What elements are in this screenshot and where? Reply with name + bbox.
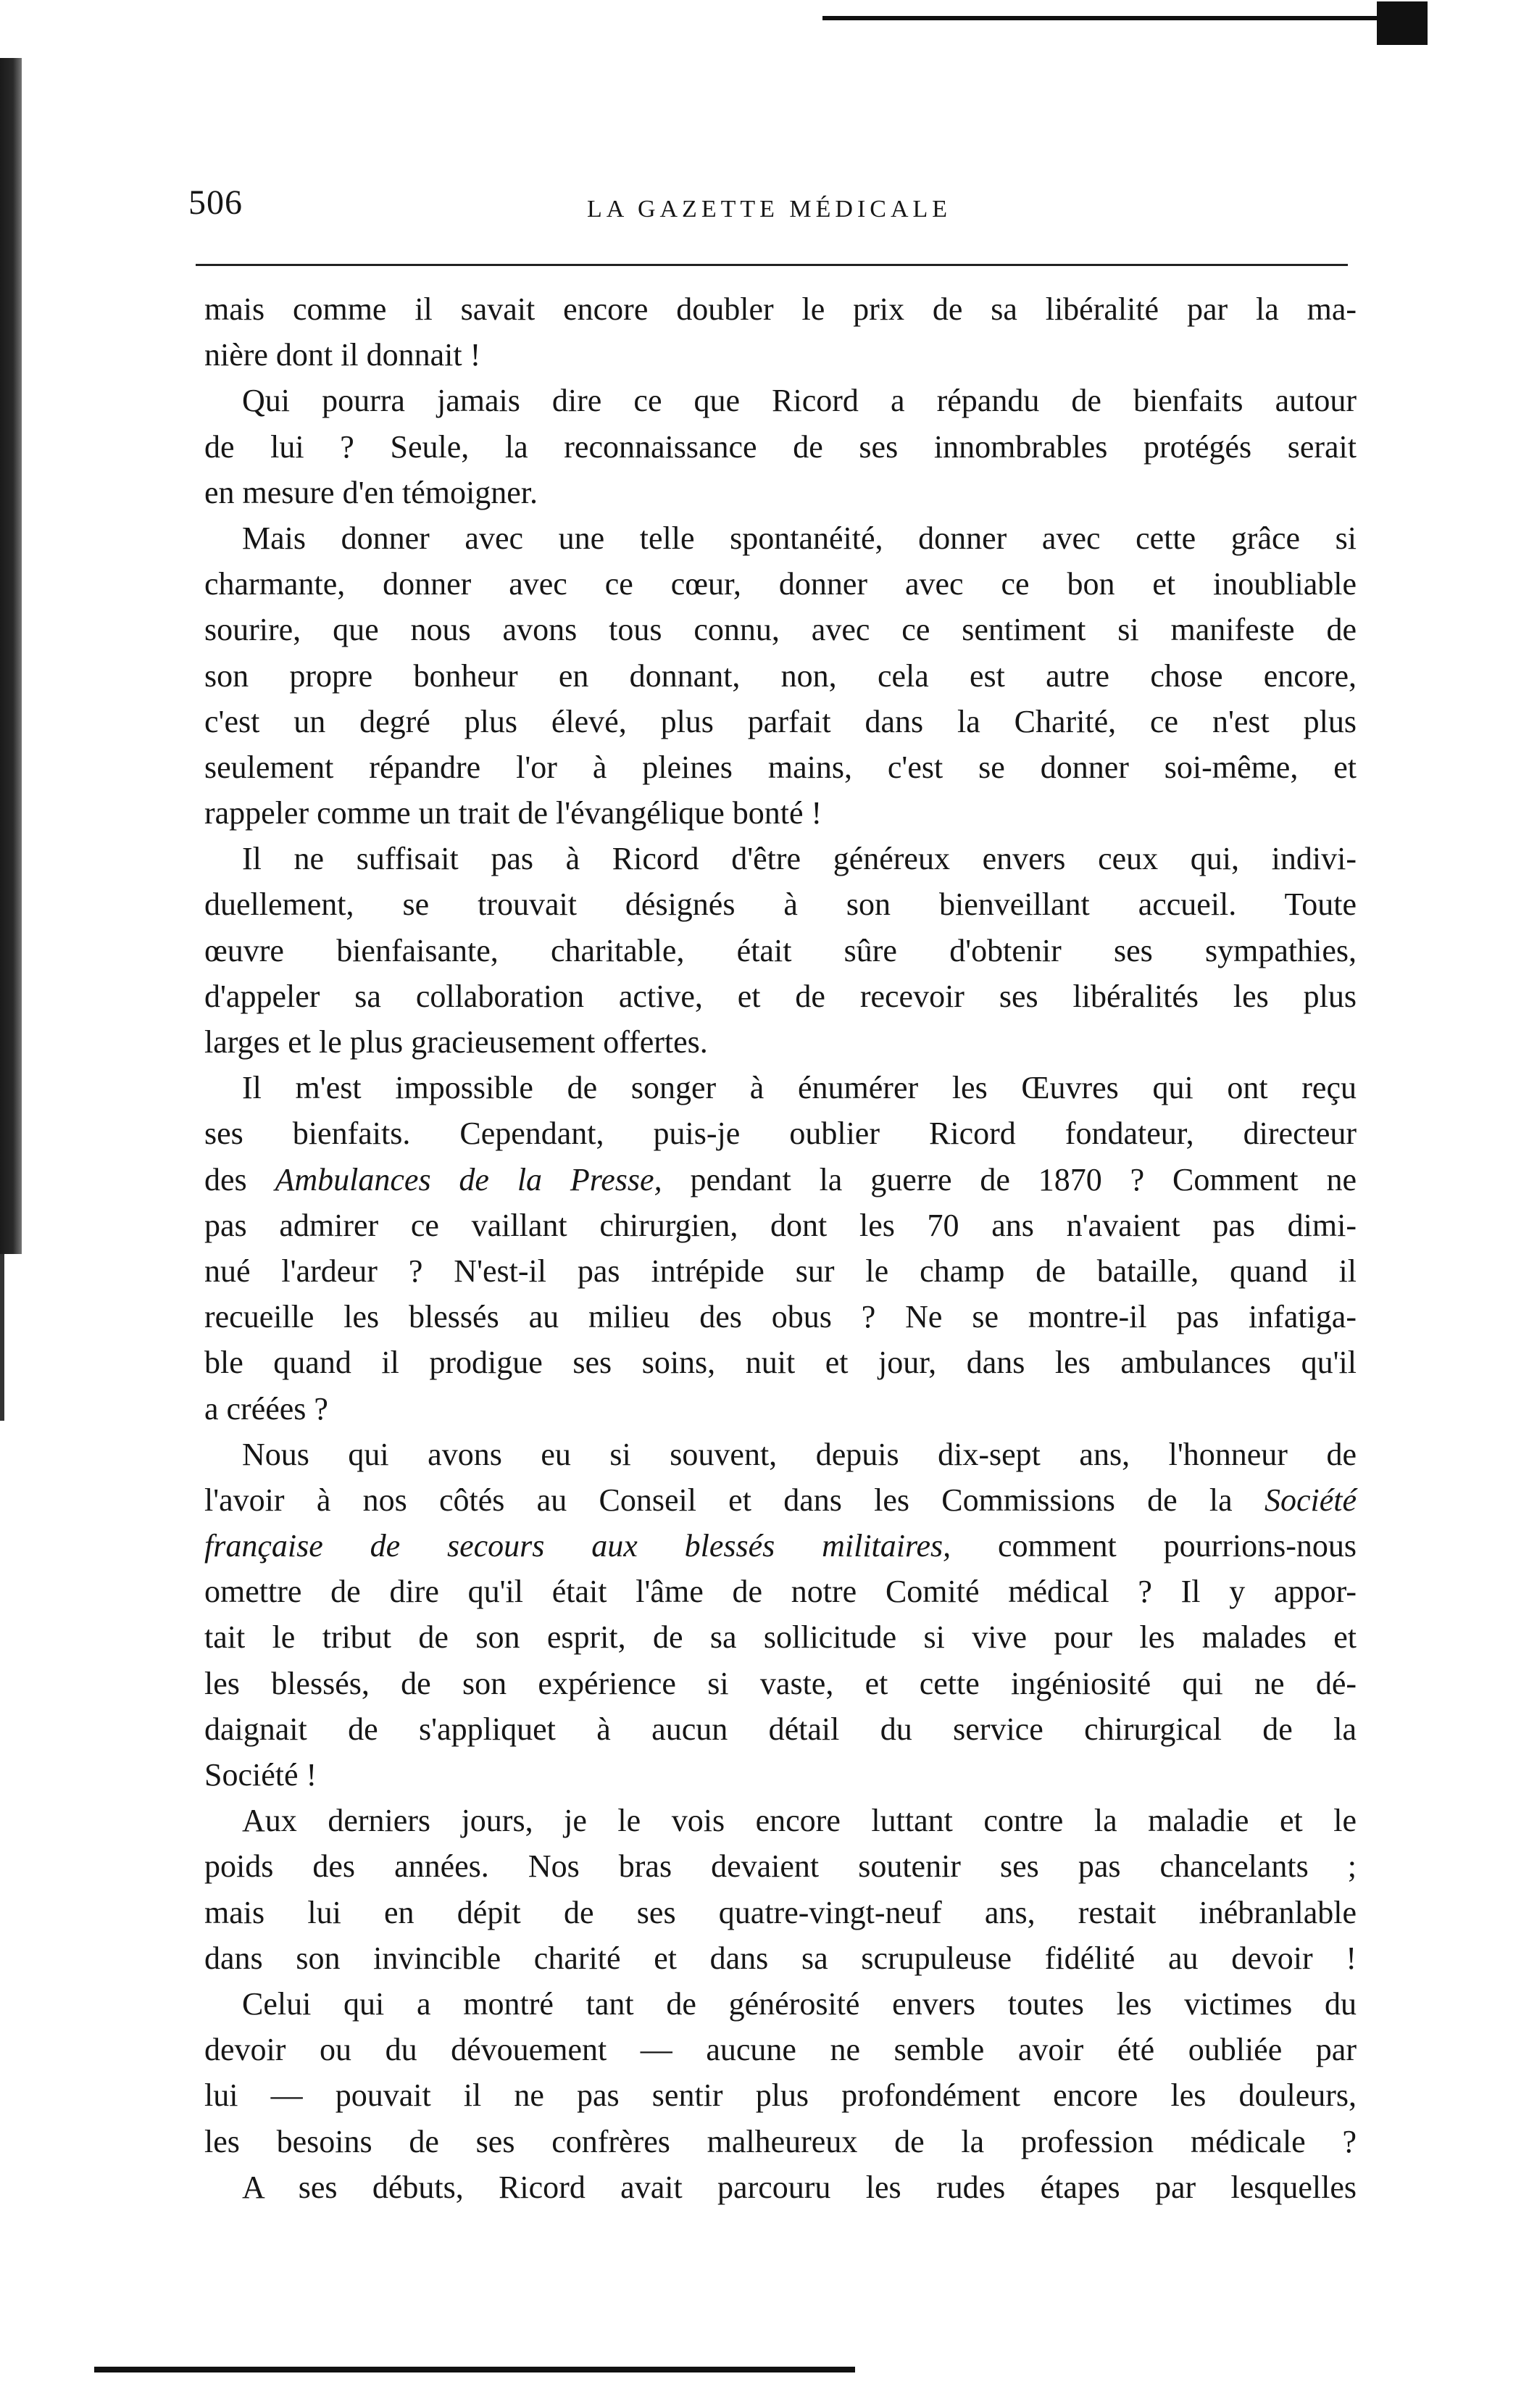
left-binding-edge xyxy=(0,58,22,1254)
text-line: charmante, donner avec ce cœur, donner avec ce bon et inoubliable xyxy=(204,566,1357,602)
text-line: daignait de s'appliquet à aucun détail du service chirurgical de la xyxy=(204,1711,1357,1747)
text-line: ses bienfaits. Cependant, puis-je oublier Ricord fondateur, directeur xyxy=(204,1116,1357,1152)
text-line: Aux derniers jours, je le vois encore luttant contre la maladie et le xyxy=(242,1803,1357,1839)
text-line: œuvre bienfaisante, charitable, était sûre d'obtenir ses sympathies, xyxy=(204,932,1357,968)
text-line: en mesure d'en témoigner. xyxy=(204,474,538,510)
text-line: Mais donner avec une telle spontanéité, donner avec cette grâce si xyxy=(242,520,1357,556)
text-line: de lui ? Seule, la reconnaissance de ses innombrables protégés serait xyxy=(204,428,1357,465)
header-rule xyxy=(196,264,1348,266)
text-line: les blessés, de son expérience si vaste, et cette ingéniosité qui ne dé- xyxy=(204,1665,1357,1701)
text-line: recueille les blessés au milieu des obus ? Ne se montre-il pas infatiga- xyxy=(204,1299,1357,1335)
text-fragment: pendant la guerre de 1870 ? Comment ne xyxy=(662,1161,1357,1197)
italic-title-ambulances: Ambulances de la Presse, xyxy=(275,1161,662,1197)
text-line xyxy=(204,1157,1357,1203)
text-line: a créées ? xyxy=(204,1390,328,1427)
text-line: sourire, que nous avons tous connu, avec ce sentiment si manifeste de xyxy=(204,612,1357,648)
text-fragment: des xyxy=(204,1161,275,1197)
text-line: nué l'ardeur ? N'est-il pas intrépide sur le champ de bataille, quand il xyxy=(204,1253,1357,1289)
bottom-margin-rule xyxy=(94,2367,855,2372)
text-line: pas admirer ce vaillant chirurgien, dont les 70 ans n'avaient pas dimi- xyxy=(204,1207,1357,1243)
text-line: mais lui en dépit de ses quatre-vingt-neuf ans, restait inébranlable xyxy=(204,1894,1357,1930)
text-line: mais comme il savait encore doubler le prix de sa libéralité par la ma- xyxy=(204,291,1357,327)
text-line xyxy=(204,1523,1357,1569)
text-line: Qui pourra jamais dire ce que Ricord a répandu de bienfaits autour xyxy=(242,383,1357,419)
text-line: d'appeler sa collaboration active, et de recevoir ses libéralités les plus xyxy=(204,978,1357,1014)
top-margin-rule xyxy=(822,16,1428,20)
text-line: son propre bonheur en donnant, non, cela est autre chose encore, xyxy=(204,657,1357,694)
text-line xyxy=(204,1477,1357,1523)
text-line: Celui qui a montré tant de générosité envers toutes les victimes du xyxy=(242,1985,1357,2022)
text-line: omettre de dire qu'il était l'âme de notre Comité médical ? Il y appor- xyxy=(204,1574,1357,1610)
page-number: 506 xyxy=(188,183,243,222)
text-line: nière dont il donnait ! xyxy=(204,337,481,373)
text-line: les besoins de ses confrères malheureux de la profession médicale ? xyxy=(204,2123,1357,2159)
text-fragment: l'avoir à nos côtés au Conseil et dans les Commissions de la xyxy=(204,1482,1265,1518)
text-line: devoir ou du dévouement — aucune ne semble avoir été oubliée par xyxy=(204,2032,1357,2068)
text-line: duellement, se trouvait désignés à son bienveillant accueil. Toute xyxy=(204,887,1357,923)
text-line: lui — pouvait il ne pas sentir plus profondément encore les douleurs, xyxy=(204,2077,1357,2114)
text-line: rappeler comme un trait de l'évangélique bonté ! xyxy=(204,795,822,831)
text-line: Nous qui avons eu si souvent, depuis dix-sept ans, l'honneur de xyxy=(242,1436,1357,1472)
text-line: tait le tribut de son esprit, de sa sollicitude si vive pour les malades et xyxy=(204,1619,1357,1656)
left-binding-edge-lower xyxy=(0,1254,4,1421)
text-line: A ses débuts, Ricord avait parcouru les rudes étapes par lesquelles xyxy=(242,2169,1357,2205)
text-line: Il m'est impossible de songer à énumérer les Œuvres qui ont reçu xyxy=(242,1070,1357,1106)
text-line: Il ne suffisait pas à Ricord d'être généreux envers ceux qui, indivi- xyxy=(242,841,1357,877)
top-margin-ink-mark xyxy=(1377,1,1428,45)
italic-title-secours: française de secours aux blessés militaires, xyxy=(204,1528,951,1564)
text-line: seulement répandre l'or à pleines mains, c'est se donner soi-même, et xyxy=(204,749,1357,785)
text-line: c'est un degré plus élevé, plus parfait dans la Charité, ce n'est plus xyxy=(204,703,1357,739)
text-line: Société ! xyxy=(204,1757,317,1793)
article-body xyxy=(204,286,1357,2210)
text-line: dans son invincible charité et dans sa scrupuleuse fidélité au devoir ! xyxy=(204,1940,1357,1976)
running-title: LA GAZETTE MÉDICALE xyxy=(587,196,952,223)
text-line: ble quand il prodigue ses soins, nuit et jour, dans les ambulances qu'il xyxy=(204,1345,1357,1381)
italic-title-societe: Société xyxy=(1264,1482,1357,1518)
text-fragment: comment pourrions-nous xyxy=(951,1528,1357,1564)
text-line: poids des années. Nos bras devaient soutenir ses pas chancelants ; xyxy=(204,1848,1357,1885)
text-line: larges et le plus gracieusement offertes. xyxy=(204,1024,708,1060)
